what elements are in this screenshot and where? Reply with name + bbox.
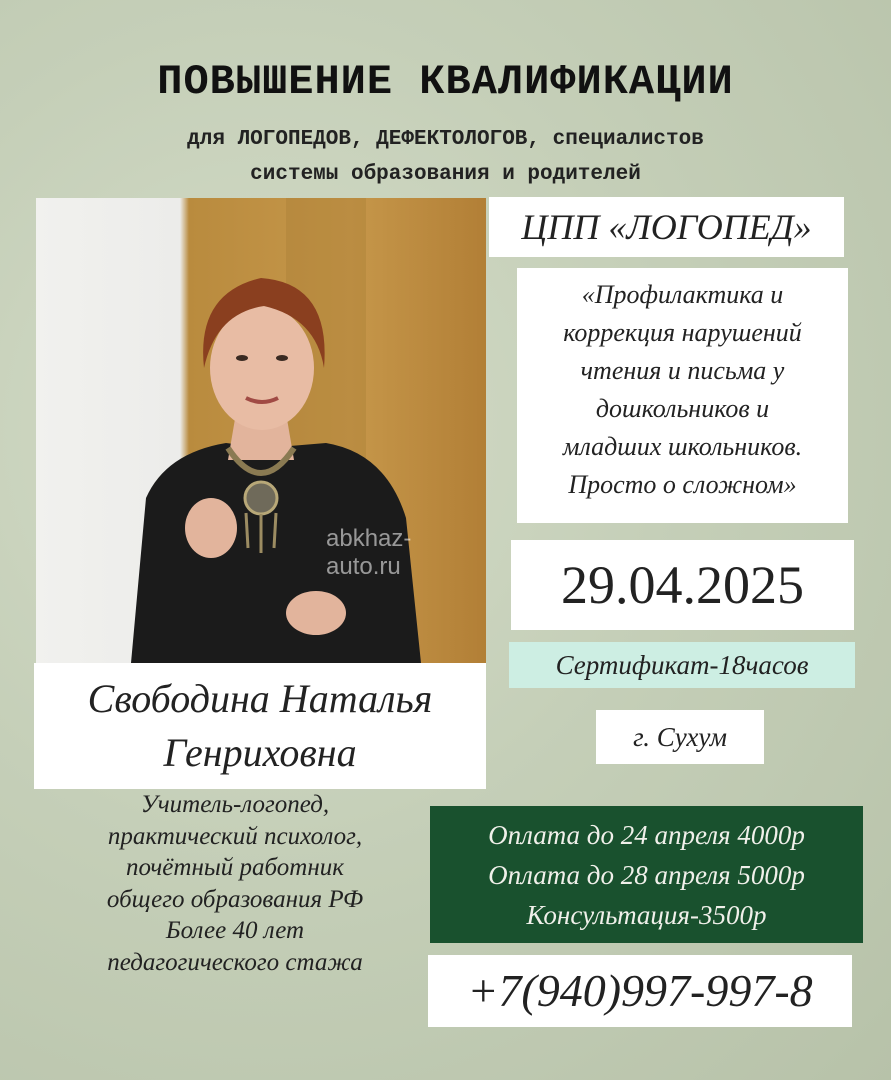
speaker-portrait-illustration [36, 198, 486, 663]
bio-line: педагогического стажа [107, 948, 363, 976]
payment-line: Оплата до 28 апреля 5000р [488, 860, 805, 890]
payment-box [430, 806, 863, 943]
bio-line: практический психолог, [107, 822, 363, 850]
subtitle-line-1: для ЛОГОПЕДОВ, ДЕФЕКТОЛОГОВ, специалистов [187, 128, 704, 151]
event-date: 29.04.2025 [511, 540, 854, 630]
speaker-name-line: Генриховна [163, 730, 357, 775]
payment-line: Оплата до 24 апреля 4000р [488, 820, 805, 850]
bio-line: Более 40 лет [165, 917, 305, 944]
speaker-bio [60, 789, 410, 978]
course-title-line: дошкольников и [595, 394, 770, 423]
phone-number[interactable]: +7(940)997-997-8 [428, 955, 852, 1027]
speaker-name-line: Свободина Наталья [87, 676, 433, 721]
payment-line: Консультация-3500р [526, 900, 767, 930]
main-title: ПОВЫШЕНИЕ КВАЛИФИКАЦИИ [157, 58, 734, 106]
certificate-badge: Сертификат-18часов [509, 642, 855, 688]
watermark: abkhaz-auto.ru [326, 525, 412, 580]
organization-badge: ЦПП «ЛОГОПЕД» [489, 197, 844, 257]
bio-line: Учитель-логопед, [140, 791, 330, 818]
bio-line: почётный работник [126, 854, 344, 881]
city-badge: г. Сухум [596, 710, 764, 764]
course-title-line: Просто о сложном» [568, 470, 797, 499]
course-title-line: коррекция нарушений [563, 318, 802, 347]
course-title-line: «Профилактика и [581, 280, 784, 309]
speaker-name-box [34, 663, 486, 789]
speaker-photo [36, 198, 486, 663]
bio-line: общего образования РФ [106, 885, 364, 913]
course-title-line: чтения и письма у [580, 356, 785, 385]
course-title-line: младших школьников. [562, 432, 803, 461]
course-title-box [517, 268, 848, 523]
subtitle-line-2: системы образования и родителей [250, 163, 641, 186]
